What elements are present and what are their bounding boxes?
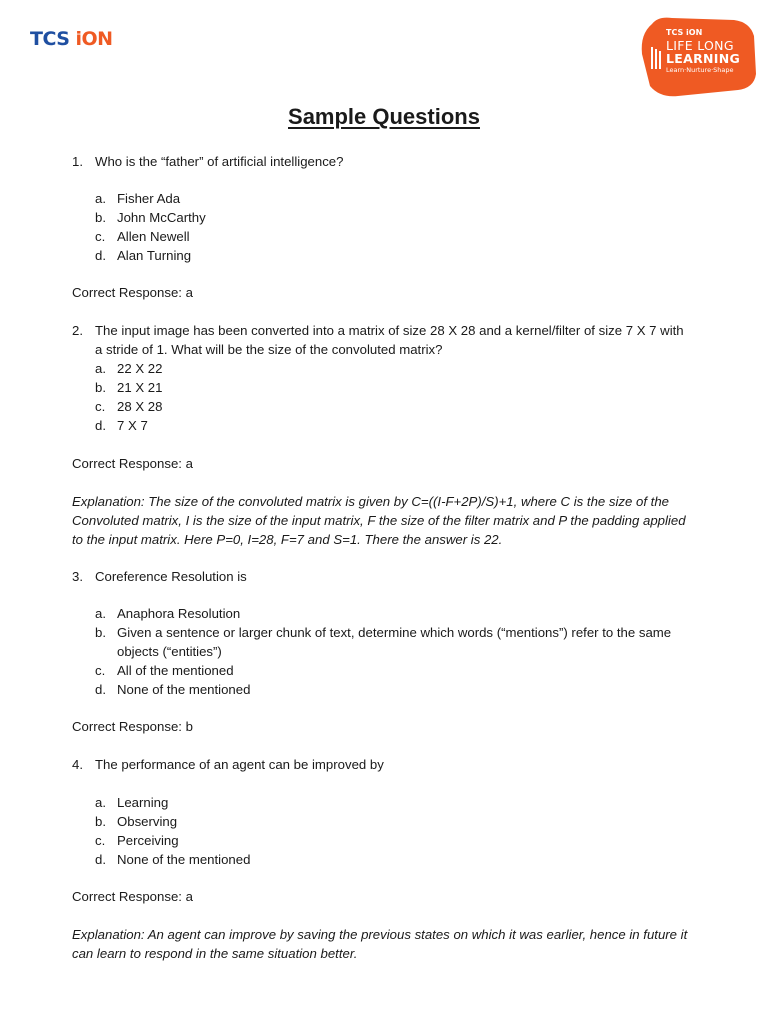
question-4	[72, 755, 692, 963]
option-letter: d.	[95, 418, 106, 433]
correct-response: Correct Response: a	[72, 285, 193, 300]
badge-line2: LEARNING	[666, 51, 741, 66]
option-item	[95, 208, 692, 227]
option-letter: b.	[95, 380, 106, 395]
option-text: 21 X 21	[117, 380, 163, 395]
question-number: 3.	[72, 569, 83, 584]
option-text: Anaphora Resolution	[117, 606, 241, 621]
option-item	[95, 793, 692, 812]
option-text: None of the mentioned	[117, 682, 251, 697]
question-number: 4.	[72, 757, 83, 772]
option-letter: c.	[95, 833, 106, 848]
option-item	[95, 623, 692, 661]
option-text: Allen Newell	[117, 229, 190, 244]
option-text: 28 X 28	[117, 399, 163, 414]
option-item	[95, 227, 692, 246]
option-text: John McCarthy	[117, 210, 206, 225]
question-number: 2.	[72, 323, 83, 338]
books-icon	[650, 45, 662, 71]
option-text: Given a sentence or larger chunk of text, determine which words (“mentions”) refer to the same objects (“entities”)	[117, 625, 672, 659]
option-text: None of the mentioned	[117, 852, 251, 867]
option-item	[95, 397, 692, 416]
question-text: Coreference Resolution is	[95, 569, 247, 584]
option-letter: b.	[95, 210, 106, 225]
option-letter: c.	[95, 229, 106, 244]
option-letter: c.	[95, 399, 106, 414]
logo-ion-text: iON	[75, 28, 113, 50]
option-letter: d.	[95, 852, 106, 867]
option-letter: b.	[95, 625, 106, 640]
option-item	[95, 812, 692, 831]
page-title: Sample Questions	[288, 104, 480, 129]
question-2	[72, 321, 692, 549]
option-letter: c.	[95, 663, 106, 678]
correct-response: Correct Response: a	[72, 456, 193, 471]
option-letter: a.	[95, 191, 106, 206]
options-list	[95, 604, 692, 699]
option-text: Fisher Ada	[117, 191, 181, 206]
option-item	[95, 680, 692, 699]
badge-brand: TCS iON	[666, 28, 703, 37]
option-item	[95, 850, 692, 869]
badge-line1: LIFE LONG	[666, 38, 734, 53]
option-text: 22 X 22	[117, 361, 163, 376]
explanation-text: Explanation: An agent can improve by saving the previous states on which it was earlier, hence in future it can learn to respond in the same situation better.	[72, 927, 688, 961]
badge-tagline: Learn·Nurture·Shape	[666, 66, 734, 74]
question-number: 1.	[72, 154, 83, 169]
option-text: All of the mentioned	[117, 663, 234, 678]
option-text: Perceiving	[117, 833, 179, 848]
option-item	[95, 416, 692, 435]
option-text: 7 X 7	[117, 418, 148, 433]
options-list	[95, 793, 692, 869]
question-3	[72, 567, 692, 736]
option-letter: a.	[95, 361, 106, 376]
options-list	[95, 359, 692, 435]
option-item	[95, 604, 692, 623]
options-list	[95, 189, 692, 265]
option-text: Alan Turning	[117, 248, 192, 263]
question-text: The input image has been converted into a matrix of size 28 X 28 and a kernel/filter of size 7 X 7 with a stride of 1. What will be the size of the convoluted matrix?	[95, 323, 684, 357]
option-text: Learning	[117, 795, 169, 810]
option-item	[95, 831, 692, 850]
tcs-ion-logo	[30, 28, 113, 50]
option-letter: d.	[95, 248, 106, 263]
correct-response: Correct Response: b	[72, 719, 193, 734]
option-letter: a.	[95, 606, 106, 621]
logo-tcs-text: TCS	[30, 28, 70, 50]
option-item	[95, 359, 692, 378]
option-letter: b.	[95, 814, 106, 829]
option-item	[95, 189, 692, 208]
question-text: Who is the “father” of artificial intelligence?	[95, 154, 344, 169]
question-text: The performance of an agent can be improved by	[95, 757, 384, 772]
question-1	[72, 152, 692, 302]
option-letter: a.	[95, 795, 106, 810]
option-letter: d.	[95, 682, 106, 697]
questions-list	[72, 152, 692, 963]
option-item	[95, 246, 692, 265]
explanation-text: Explanation: The size of the convoluted matrix is given by C=((I-F+2P)/S)+1, where C is the size of the Convoluted matrix, I is the size of the input matrix, F the size of the filter matrix and P the padding applied to the input matrix. Here P=0, I=28, F=7 and S=1. There the answer is 22.	[72, 494, 686, 547]
option-text: Observing	[117, 814, 178, 829]
option-item	[95, 378, 692, 397]
correct-response: Correct Response: a	[72, 889, 193, 904]
life-long-learning-badge	[638, 14, 758, 98]
option-item	[95, 661, 692, 680]
